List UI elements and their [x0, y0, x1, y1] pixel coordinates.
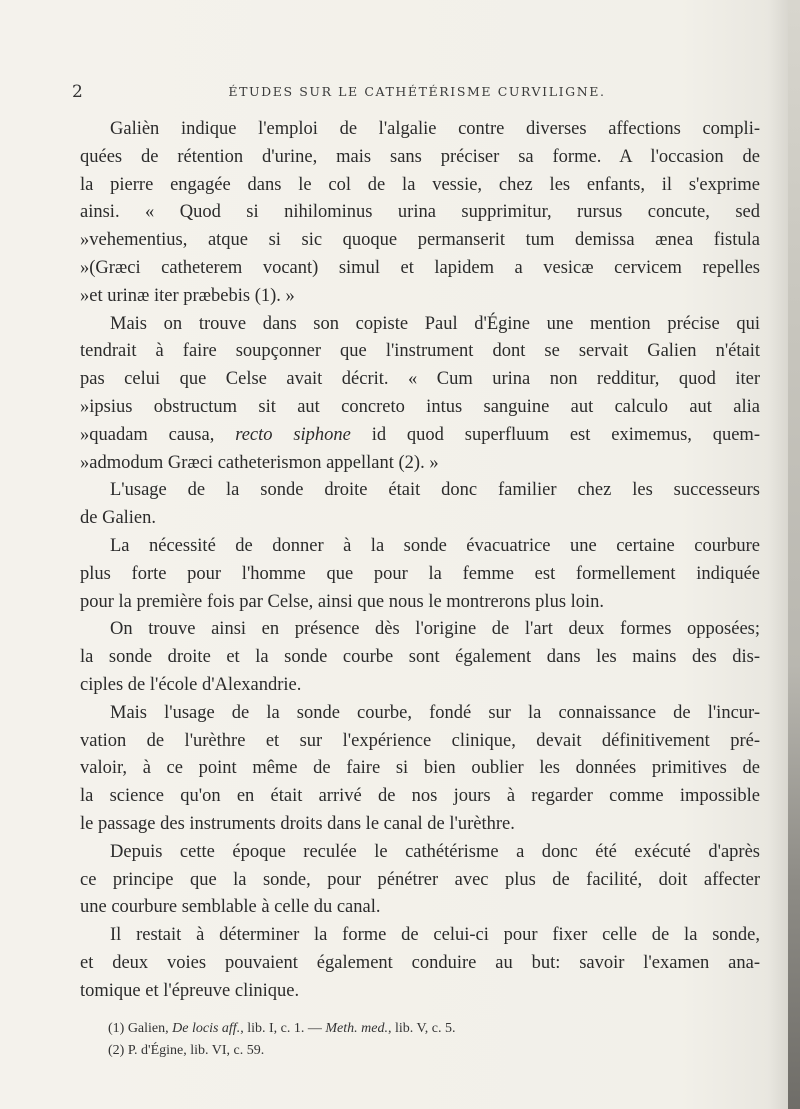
text-line: et deux voies pouvaient également conduire au but: savoir l'examen ana- — [80, 952, 760, 973]
text-line: la science qu'on en était arrivé de nos jours à regarder comme impossible — [80, 786, 760, 807]
text-line: la sonde droite et la sonde courbe sont également dans les mains des dis- — [80, 647, 760, 668]
text-line: une courbure semblable à celle du canal. — [80, 897, 381, 918]
italic-phrase: recto siphone — [235, 424, 351, 445]
footnote-2: (2) P. d'Égine, lib. VI, c. 59. — [108, 1043, 265, 1058]
text-line: plus forte pour l'homme que pour la femme est formellement indiquée — [80, 563, 760, 584]
text-line: Mais on trouve dans son copiste Paul d'Égine une mention précise qui — [110, 313, 760, 334]
text-line: »admodum Græci catheterismon appellant (2). » — [80, 452, 439, 473]
text-line: »et urinæ iter præbebis (1). » — [80, 285, 295, 306]
text-line: »ipsius obstructum sit aut concreto intus sanguine aut calculo aut alia — [80, 396, 760, 417]
text-line: vation de l'urèthre et sur l'expérience clinique, devait définitivement pré- — [80, 730, 760, 751]
text-line: ce principe que la sonde, pour pénétrer avec plus de facilité, doit affecter — [80, 869, 760, 890]
footnote-italic: Meth. med. — [325, 1021, 388, 1036]
text-line: Mais l'usage de la sonde courbe, fondé sur la connaissance de l'incur- — [110, 702, 760, 723]
text-line: valoir, à ce point même de faire si bien oublier les données primitives de — [80, 758, 760, 779]
text-line-with-italic — [80, 422, 760, 450]
text-line: ainsi. « Quod si nihilominus urina supprimitur, rursus concute, sed — [80, 202, 760, 223]
footnote-1 — [108, 1018, 758, 1040]
footnote-text: (1) Galien, — [108, 1021, 169, 1036]
text-line: On trouve ainsi en présence dès l'origine de l'art deux formes opposées; — [110, 619, 760, 640]
text-fragment: id quod superfluum est eximemus, quem- — [371, 424, 760, 445]
footnote-text: , lib. I, c. 1. — — [240, 1021, 322, 1036]
text-line: tomique et l'épreuve clinique. — [80, 980, 300, 1001]
text-line: »vehementius, atque si sic quoque permanserit tum demissa ænea fistula — [80, 230, 760, 251]
text-fragment: »quadam causa, — [80, 424, 215, 445]
footnotes — [108, 1018, 758, 1062]
text-line: la pierre engagée dans le col de la vessie, chez les enfants, il s'exprime — [80, 174, 760, 195]
body-text — [80, 116, 760, 1006]
text-line: tendrait à faire soupçonner que l'instrument dont se servait Galien n'était — [80, 341, 760, 362]
text-line: Il restait à déterminer la forme de celui-ci pour fixer celle de la sonde, — [110, 925, 760, 946]
text-line: La nécessité de donner à la sonde évacuatrice une certaine courbure — [110, 535, 760, 556]
footnote-italic: De locis aff. — [172, 1021, 241, 1036]
page-number: 2 — [72, 82, 83, 102]
text-line: Depuis cette époque reculée le cathétérisme a donc été exécuté d'après — [110, 841, 760, 862]
text-line: ciples de l'école d'Alexandrie. — [80, 674, 302, 695]
text-line: pas celui que Celse avait décrit. « Cum urina non redditur, quod iter — [80, 369, 760, 390]
page-edge-shadow — [788, 0, 800, 1109]
text-line: »(Græci catheterem vocant) simul et lapidem a vesicæ cervicem repelles — [80, 257, 760, 278]
text-line: quées de rétention d'urine, mais sans préciser sa forme. A l'occasion de — [80, 146, 760, 167]
text-line: pour la première fois par Celse, ainsi que nous le montrerons plus loin. — [80, 591, 605, 612]
text-line: le passage des instruments droits dans le canal de l'urèthre. — [80, 813, 515, 834]
running-head: ÉTUDES SUR LE CATHÉTÉRISME CURVILIGNE. — [228, 84, 606, 99]
footnote-text: , lib. V, c. 5. — [387, 1021, 456, 1036]
text-line: de Galien. — [80, 508, 157, 529]
page-header — [72, 82, 762, 104]
text-line: Galièn indique l'emploi de l'algalie contre diverses affections compli- — [110, 119, 760, 139]
text-line: L'usage de la sonde droite était donc familier chez les successeurs — [110, 480, 760, 501]
